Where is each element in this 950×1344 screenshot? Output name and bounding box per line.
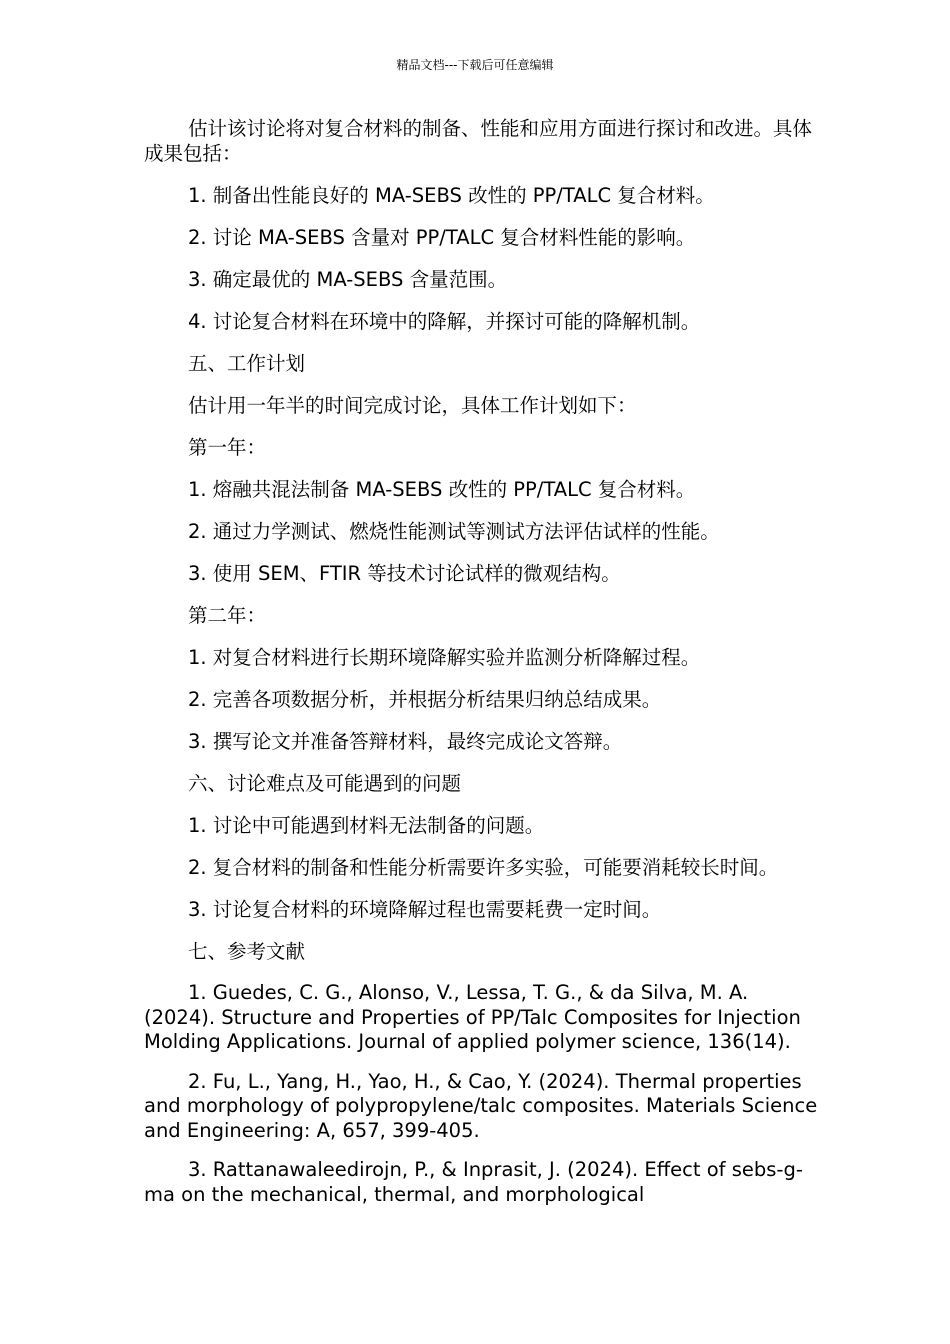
reference-item-3: 3. Rattanawaleedirojn, P., & Inprasit, J. (2024). Effect of sebs-g-ma on the mechanical, thermal, and morphological — [144, 1158, 803, 1206]
result-item-2: 2. 讨论 MA-SEBS 含量对 PP/TALC 复合材料性能的影响。 — [188, 226, 696, 249]
year-two-item-1: 1. 对复合材料进行长期环境降解实验并监测分析降解过程。 — [188, 646, 701, 669]
year-one-item-2: 2. 通过力学测试、燃烧性能测试等测试方法评估试样的性能。 — [188, 520, 720, 543]
difficulty-item-2: 2. 复合材料的制备和性能分析需要许多实验，可能要消耗较长时间。 — [188, 856, 779, 879]
result-item-3: 3. 确定最优的 MA-SEBS 含量范围。 — [188, 268, 508, 291]
difficulty-item-3: 3. 讨论复合材料的环境降解过程也需要耗费一定时间。 — [188, 898, 662, 921]
result-item-4: 4. 讨论复合材料在环境中的降解，并探讨可能的降解机制。 — [188, 310, 701, 333]
result-item-1: 1. 制备出性能良好的 MA-SEBS 改性的 PP/TALC 复合材料。 — [188, 184, 715, 207]
section-heading-references: 七、参考文献 — [188, 940, 306, 963]
reference-item-1: 1. Guedes, C. G., Alonso, V., Lessa, T. G., & da Silva, M. A. (2024). Structure and Properties of PP/Talc Composites for Injection Molding Applications. Journal of applied polymer science, 136(14). — [144, 981, 801, 1053]
year-two-item-2: 2. 完善各项数据分析，并根据分析结果归纳总结成果。 — [188, 688, 662, 711]
difficulty-item-1: 1. 讨论中可能遇到材料无法制备的问题。 — [188, 814, 545, 837]
paragraph-intro: 估计该讨论将对复合材料的制备、性能和应用方面进行探讨和改进。具体成果包括： — [144, 117, 813, 165]
page-header: 精品文档---下载后可任意编辑 — [396, 58, 554, 72]
year-one-heading: 第一年： — [188, 436, 267, 459]
section-heading-difficulties: 六、讨论难点及可能遇到的问题 — [188, 772, 462, 795]
document-body — [144, 116, 824, 1222]
year-one-item-1: 1. 熔融共混法制备 MA-SEBS 改性的 PP/TALC 复合材料。 — [188, 478, 696, 501]
section-heading-work-plan: 五、工作计划 — [188, 352, 306, 375]
reference-item-2: 2. Fu, L., Yang, H., Yao, H., & Cao, Y. (2024). Thermal properties and morphology of polypropylene/talc composites. Materials Science and Engineering: A, 657, 399-405. — [144, 1069, 818, 1142]
year-two-heading: 第二年： — [188, 604, 267, 627]
year-one-item-3: 3. 使用 SEM、FTIR 等技术讨论试样的微观结构。 — [188, 562, 621, 585]
year-two-item-3: 3. 撰写论文并准备答辩材料，最终完成论文答辩。 — [188, 730, 623, 753]
work-plan-intro: 估计用一年半的时间完成讨论，具体工作计划如下： — [188, 394, 637, 417]
